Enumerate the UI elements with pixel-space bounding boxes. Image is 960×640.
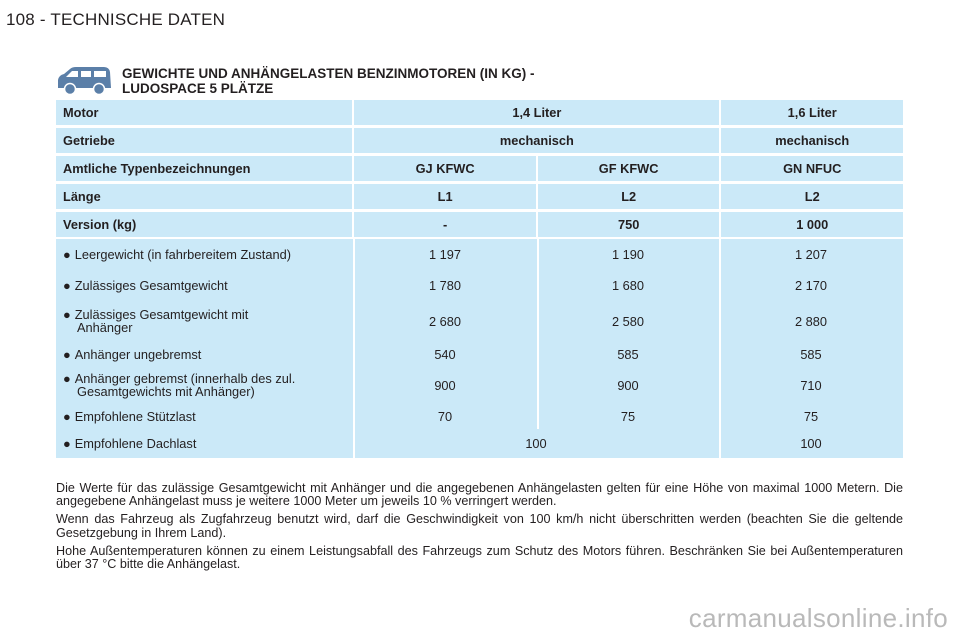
bullet-icon: ● xyxy=(63,436,71,451)
value-3: 1 207 xyxy=(794,246,828,262)
data-row xyxy=(56,403,903,429)
row-getriebe xyxy=(56,128,903,153)
value-roof-load-1-6: 100 xyxy=(800,436,822,451)
car-side-icon xyxy=(54,66,112,96)
cell-type-2: GF KFWC xyxy=(538,156,720,181)
column-divider xyxy=(353,239,355,458)
section-title xyxy=(122,66,535,96)
value-3: 75 xyxy=(803,408,819,424)
value-1: 900 xyxy=(434,377,456,393)
cell-length-1: L1 xyxy=(354,184,536,209)
cell-length-3: L2 xyxy=(721,184,903,209)
weights-block xyxy=(56,239,903,458)
watermark: carmanualsonline.info xyxy=(688,603,948,633)
data-row-label: ● Anhänger gebremst (innerhalb des zul. Gesamtgewichts mit Anhänger) xyxy=(63,371,296,399)
data-row xyxy=(56,341,903,367)
row-laenge xyxy=(56,184,903,209)
row-motor xyxy=(56,100,903,125)
value-2: 1 190 xyxy=(611,246,645,262)
specs-table xyxy=(56,100,903,458)
data-row-label: ● Empfohlene Stützlast xyxy=(63,408,196,424)
note-paragraph: Die Werte für das zulässige Gesamtgewicht mit Anhänger und die angegebenen Anhängelasten gelten für eine Höhe von maximal 1000 Metern. Die angegebene Anhängelast muss je weitere 1000 Meter um jeweils 10 % verringert werden. xyxy=(56,481,903,509)
row-version xyxy=(56,212,903,237)
value-1: 540 xyxy=(434,346,456,362)
data-row-label: ● Empfohlene Dachlast xyxy=(63,436,197,451)
column-divider xyxy=(537,239,539,429)
cell-gearbox-b: mechanisch xyxy=(721,128,903,153)
note-paragraph: Wenn das Fahrzeug als Zugfahrzeug benutzt wird, darf die Geschwindigkeit von 100 km/h nicht überschritten werden (beachten Sie die geltende Gesetzgebung in Ihrem Land). xyxy=(56,512,903,540)
value-roof-load-1-4: 100 xyxy=(525,436,547,451)
data-row-label: ● Anhänger ungebremst xyxy=(63,346,202,362)
cell-version-2: 750 xyxy=(538,212,720,237)
data-row xyxy=(56,301,903,341)
row-label: Motor xyxy=(56,100,352,125)
cell-engine-1-4: 1,4 Liter xyxy=(354,100,719,125)
value-1: 2 680 xyxy=(428,313,462,329)
bullet-icon: ● xyxy=(63,246,71,262)
cell-type-3: GN NFUC xyxy=(721,156,903,181)
column-divider xyxy=(719,239,721,458)
value-1: 1 780 xyxy=(428,277,462,293)
value-1: 1 197 xyxy=(428,246,462,262)
data-row xyxy=(56,269,903,301)
data-row-label: ● Zulässiges Gesamtgewicht mit Anhänger xyxy=(63,307,249,335)
data-row-label: ● Zulässiges Gesamtgewicht xyxy=(63,277,228,293)
value-2: 900 xyxy=(617,377,639,393)
value-2: 2 580 xyxy=(611,313,645,329)
value-2: 585 xyxy=(617,346,639,362)
value-3: 710 xyxy=(800,377,822,393)
data-row-dachlast xyxy=(56,429,903,458)
row-label: Amtliche Typenbezeichnungen xyxy=(56,156,352,181)
cell-engine-1-6: 1,6 Liter xyxy=(721,100,903,125)
row-label: Länge xyxy=(56,184,352,209)
row-label: Version (kg) xyxy=(56,212,352,237)
cell-gearbox-a: mechanisch xyxy=(354,128,719,153)
page-heading: 108 - TECHNISCHE DATEN xyxy=(6,10,226,29)
notes xyxy=(56,482,903,576)
bullet-icon: ● xyxy=(63,346,71,362)
cell-version-1: - xyxy=(354,212,536,237)
value-3: 2 880 xyxy=(794,313,828,329)
row-typen xyxy=(56,156,903,181)
data-row-label: ● Leergewicht (in fahrbereitem Zustand) xyxy=(63,246,291,262)
section-title-line1: GEWICHTE UND ANHÄNGELASTEN BENZINMOTOREN (IN KG) - xyxy=(122,66,535,81)
value-2: 75 xyxy=(620,408,636,424)
cell-type-1: GJ KFWC xyxy=(354,156,536,181)
cell-length-2: L2 xyxy=(538,184,720,209)
value-3: 2 170 xyxy=(794,277,828,293)
bullet-icon: ● xyxy=(63,307,71,322)
cell-version-3: 1 000 xyxy=(721,212,903,237)
note-paragraph: Hohe Außentemperaturen können zu einem Leistungsabfall des Fahrzeugs zum Schutz des Motors führen. Beschränken Sie bei Außentemperaturen über 37 °C bitte die Anhängelast. xyxy=(56,543,903,572)
data-row xyxy=(56,239,903,269)
data-row xyxy=(56,367,903,403)
section-title-line2: LUDOSPACE 5 PLÄTZE xyxy=(122,81,274,96)
bullet-icon: ● xyxy=(63,408,71,424)
bullet-icon: ● xyxy=(63,277,71,293)
bullet-icon: ● xyxy=(63,371,71,386)
value-2: 1 680 xyxy=(611,277,645,293)
row-label: Getriebe xyxy=(56,128,352,153)
value-1: 70 xyxy=(437,408,453,424)
value-3: 585 xyxy=(800,346,822,362)
